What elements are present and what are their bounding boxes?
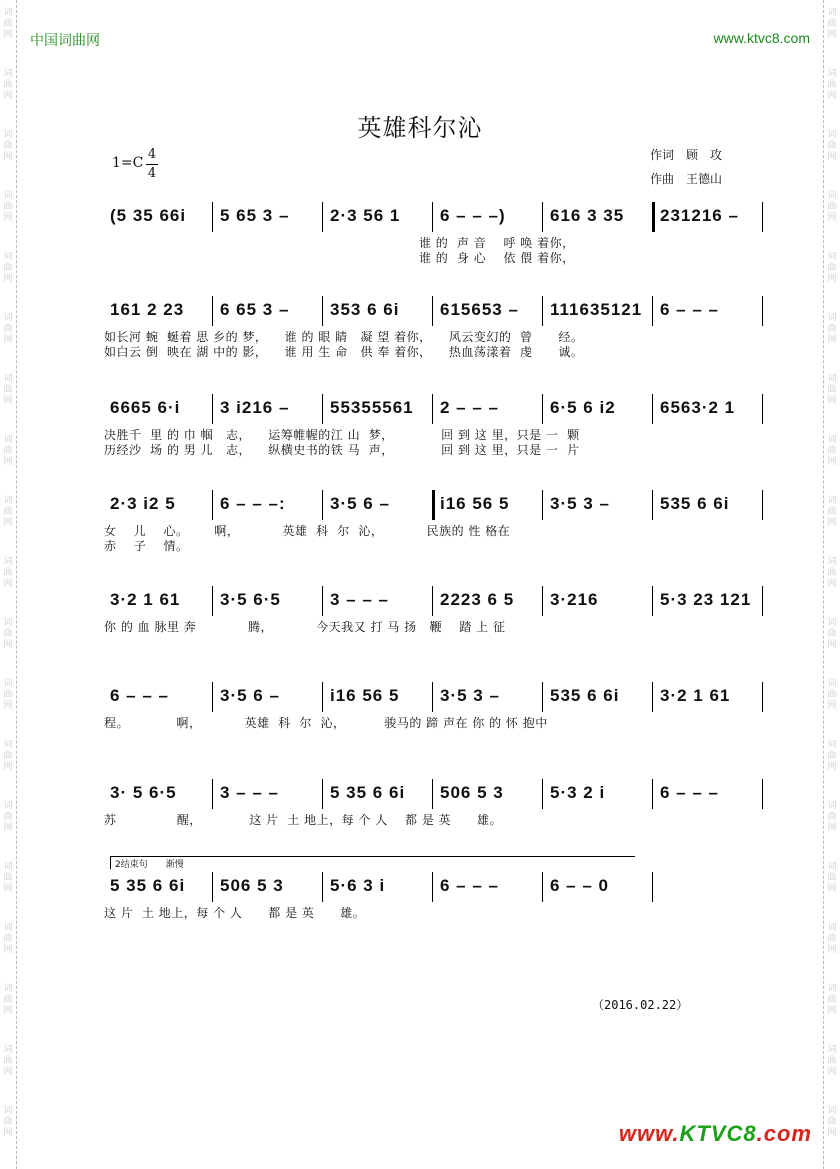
side-watermark-text: 词 曲 网 — [827, 801, 837, 833]
bar-line — [322, 202, 323, 232]
notes-line — [104, 494, 768, 520]
bar-line — [762, 779, 763, 809]
bar-line — [762, 682, 763, 712]
bar-line — [762, 586, 763, 616]
lyric-line: 谁 的 身 心 依 偎 着你， — [104, 251, 575, 265]
bar-line — [542, 682, 543, 712]
measure: (5 35 66i — [110, 206, 187, 225]
side-watermark-text: 词 曲 网 — [3, 313, 13, 345]
bar-line — [212, 296, 213, 326]
bar-line — [542, 394, 543, 424]
key-signature: 1=C — [112, 155, 144, 171]
bar-line — [652, 296, 653, 326]
side-watermark-text: 词 曲 网 — [827, 374, 837, 406]
song-title: 英雄科尔沁 — [357, 114, 483, 142]
bar-line — [652, 490, 653, 520]
measure: 161 2 23 — [110, 300, 185, 319]
side-watermark-text: 词 曲 网 — [827, 557, 837, 589]
time-denominator: 4 — [147, 166, 157, 181]
bar-line — [322, 586, 323, 616]
bar-line — [432, 872, 433, 902]
bar-line — [762, 202, 763, 232]
measure: 3· 5 6·5 — [110, 783, 177, 802]
notes-line — [104, 590, 768, 616]
side-watermark-text: 词 曲 网 — [827, 984, 837, 1016]
bar-line — [652, 779, 653, 809]
time-numerator: 4 — [147, 147, 157, 162]
measure: 3·5 3 – — [440, 686, 500, 705]
bar-line — [652, 682, 653, 712]
measure: 3 – – – — [220, 783, 279, 802]
side-watermark-text: 词 曲 网 — [3, 191, 13, 223]
volta-label: 2结束句 渐慢 — [115, 860, 184, 870]
measure: 6·5 6 i2 — [550, 398, 616, 417]
side-watermark-text: 词 曲 网 — [3, 618, 13, 650]
bar-line — [542, 872, 543, 902]
side-watermark-text: 词 曲 网 — [3, 252, 13, 284]
bar-line — [322, 779, 323, 809]
measure: 3·5 3 – — [550, 494, 610, 513]
time-signature — [146, 146, 158, 183]
bar-line — [652, 586, 653, 616]
measure: 353 6 6i — [330, 300, 400, 319]
bar-line — [322, 490, 323, 520]
side-watermark-text: 词 曲 网 — [827, 130, 837, 162]
score-row — [104, 398, 768, 478]
lyricist-credit: 作词 顾 攻 — [650, 148, 723, 162]
lyric-line: 这 片 土 地上，每 个 人 都 是 英 雄。 — [104, 906, 366, 920]
lyric-line: 女 儿 心。 啊， 英雄 科 尔 沁， 民族的 性 格在 — [104, 524, 511, 538]
side-watermark-text: 词 曲 网 — [3, 923, 13, 955]
measure: 5 35 6 6i — [330, 783, 406, 802]
side-watermark-text: 词 曲 网 — [3, 984, 13, 1016]
side-watermark-text: 词 曲 网 — [827, 191, 837, 223]
score-row — [104, 876, 768, 956]
measure: 3·5 6 – — [330, 494, 390, 513]
side-watermark-text: 词 曲 网 — [3, 8, 13, 40]
side-watermark-text: 词 曲 网 — [827, 435, 837, 467]
measure: 6 65 3 – — [220, 300, 290, 319]
bar-line — [212, 202, 213, 232]
lyric-line: 程。 啊， 英雄 科 尔 沁， 骏马的 蹄 声在 你 的 怀 抱中 — [104, 716, 548, 730]
measure: 5·3 2 i — [550, 783, 606, 802]
site-name[interactable]: 中国词曲网 — [30, 32, 100, 48]
side-watermark-text: 词 曲 网 — [3, 435, 13, 467]
measure: 6 – – – — [660, 300, 719, 319]
site-logo: www.KTVC8.com — [618, 1121, 812, 1146]
bar-line — [542, 779, 543, 809]
bar-line — [652, 872, 653, 902]
side-watermark-text: 词 曲 网 — [3, 801, 13, 833]
bar-line — [762, 394, 763, 424]
bar-line — [432, 682, 433, 712]
bar-line — [652, 202, 655, 232]
measure: 6563·2 1 — [660, 398, 736, 417]
bar-line — [762, 490, 763, 520]
bar-line — [432, 394, 433, 424]
bar-line — [542, 296, 543, 326]
measure: 2 – – – — [440, 398, 499, 417]
bar-line — [432, 296, 433, 326]
measure: 506 5 3 — [440, 783, 504, 802]
lyric-line: 谁 的 声 音 呼 唤 着你， — [104, 236, 575, 250]
side-watermark-text: 词 曲 网 — [3, 130, 13, 162]
measure: 6 – – – — [660, 783, 719, 802]
lyric-line: 如长河 蜿 蜒着 思 乡的 梦， 谁 的 眼 睛 凝 望 着你， 风云变幻的 曾 经。 — [104, 330, 584, 344]
composer-credit: 作曲 王德山 — [650, 172, 723, 186]
notes-line — [104, 686, 768, 712]
score-row — [104, 300, 768, 380]
side-watermark-text: 词 曲 网 — [827, 69, 837, 101]
side-watermark-text: 词 曲 网 — [827, 679, 837, 711]
lyric-line: 赤 子 情。 — [104, 539, 189, 553]
bar-line — [432, 586, 433, 616]
lyric-line: 苏 醒， 这 片 土 地上，每 个 人 都 是 英 雄。 — [104, 813, 503, 827]
volta-bracket — [110, 856, 635, 869]
measure: 111635121 — [550, 300, 643, 319]
notes-line — [104, 398, 768, 424]
bar-line — [212, 490, 213, 520]
side-watermark-text: 词 曲 网 — [827, 252, 837, 284]
measure: 6 – – –) — [440, 206, 506, 225]
side-watermark-text: 词 曲 网 — [827, 862, 837, 894]
lyric-line: 历经沙 场 的 男 儿 志， 纵横史书的铁 马 声， 回 到 这 里，只是 一 片 — [104, 443, 580, 457]
bar-line — [542, 490, 543, 520]
measure: 3 – – – — [330, 590, 389, 609]
measure: 506 5 3 — [220, 876, 284, 895]
side-watermark-text: 词 曲 网 — [3, 1045, 13, 1077]
side-watermark-text: 词 曲 网 — [827, 923, 837, 955]
side-watermark-text: 词 曲 网 — [3, 557, 13, 589]
side-watermark-text: 词 曲 网 — [3, 679, 13, 711]
side-watermark-text: 词 曲 网 — [827, 313, 837, 345]
notes-line — [104, 783, 768, 809]
measure: 2·3 56 1 — [330, 206, 401, 225]
measure: 3·2 1 61 — [110, 590, 181, 609]
notes-line — [104, 300, 768, 326]
measure: 2·3 i2 5 — [110, 494, 176, 513]
measure: 6665 6·i — [110, 398, 181, 417]
bar-line — [542, 586, 543, 616]
measure: 616 3 35 — [550, 206, 625, 225]
measure: 2223 6 5 — [440, 590, 515, 609]
bar-line — [432, 490, 435, 520]
notes-line — [104, 876, 768, 902]
measure: 3·2 1 61 — [660, 686, 731, 705]
score-row — [104, 783, 768, 863]
measure: 6 – – –: — [220, 494, 286, 513]
bar-line — [762, 296, 763, 326]
bar-line — [652, 394, 653, 424]
bar-line — [212, 779, 213, 809]
date-stamp: （2016.02.22） — [592, 998, 689, 1012]
side-watermark-text: 词 曲 网 — [827, 496, 837, 528]
bar-line — [322, 394, 323, 424]
bar-line — [322, 296, 323, 326]
lyric-line: 决胜千 里 的 巾 帼 志， 运筹帷幄的江 山 梦， 回 到 这 里，只是 一 颗 — [104, 428, 580, 442]
score-row — [104, 686, 768, 766]
bar-line — [212, 586, 213, 616]
score-row — [104, 206, 768, 286]
bar-line — [212, 872, 213, 902]
side-watermark-text: 词 曲 网 — [827, 740, 837, 772]
measure: 5 35 6 6i — [110, 876, 186, 895]
side-watermark-text: 词 曲 网 — [827, 1045, 837, 1077]
score-row — [104, 494, 768, 574]
side-watermark-text: 词 曲 网 — [3, 1106, 13, 1138]
measure: i16 56 5 — [330, 686, 400, 705]
lyric-line: 如白云 倒 映在 湖 中的 影， 谁 用 生 命 供 奉 着你， 热血荡漾着 虔 诚。 — [104, 345, 584, 359]
measure: 6 – – – — [110, 686, 169, 705]
side-watermark-text: 词 曲 网 — [827, 1106, 837, 1138]
side-watermark-text: 词 曲 网 — [3, 374, 13, 406]
measure: 3 i216 – — [220, 398, 290, 417]
measure: 55355561 — [330, 398, 414, 417]
measure: 535 6 6i — [660, 494, 730, 513]
side-watermark-text: 词 曲 网 — [3, 862, 13, 894]
lyric-line: 你 的 血 脉里 奔 腾， 今天我又 打 马 扬 鞭 踏 上 征 — [104, 620, 506, 634]
site-url[interactable]: www.ktvc8.com — [713, 30, 810, 46]
measure: 5·6 3 i — [330, 876, 386, 895]
measure: 6 – – – — [440, 876, 499, 895]
measure: 3·5 6 – — [220, 686, 280, 705]
score-row — [104, 590, 768, 670]
bar-line — [432, 779, 433, 809]
measure: 6 – – 0 — [550, 876, 609, 895]
bar-line — [432, 202, 433, 232]
measure: 5·3 23 121 — [660, 590, 752, 609]
measure: 231216 – — [660, 206, 739, 225]
side-watermark-text: 词 曲 网 — [3, 740, 13, 772]
bar-line — [212, 682, 213, 712]
measure: 535 6 6i — [550, 686, 620, 705]
side-watermark-text: 词 曲 网 — [3, 69, 13, 101]
notes-line — [104, 206, 768, 232]
measure: i16 56 5 — [440, 494, 510, 513]
measure: 615653 – — [440, 300, 519, 319]
measure: 3·5 6·5 — [220, 590, 281, 609]
side-watermark-text: 词 曲 网 — [827, 618, 837, 650]
bar-line — [542, 202, 543, 232]
side-watermark-text: 词 曲 网 — [827, 8, 837, 40]
side-watermark-text: 词 曲 网 — [3, 496, 13, 528]
measure: 5 65 3 – — [220, 206, 290, 225]
measure: 3·216 — [550, 590, 599, 609]
bar-line — [322, 872, 323, 902]
bar-line — [212, 394, 213, 424]
bar-line — [322, 682, 323, 712]
